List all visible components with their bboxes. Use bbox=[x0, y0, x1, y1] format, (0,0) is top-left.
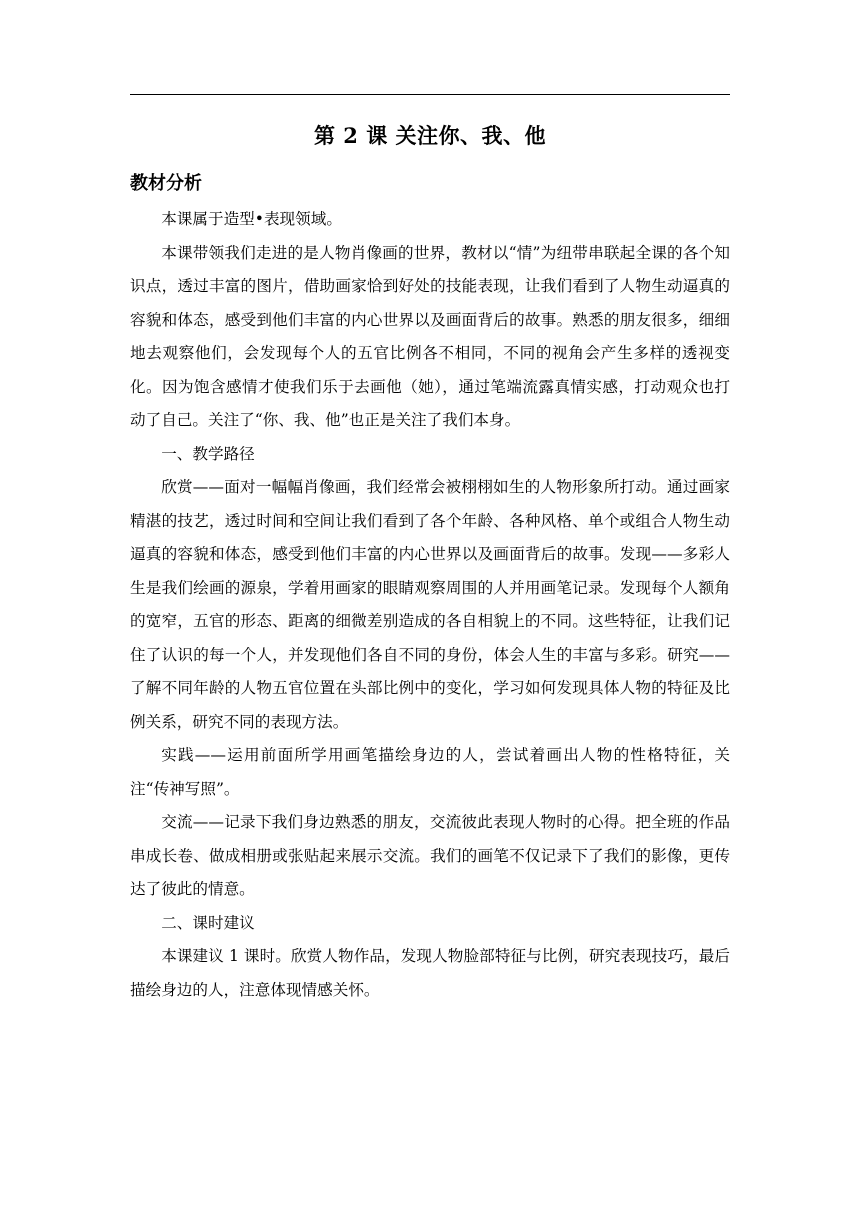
paragraph-domain: 本课属于造型•表现领域。 bbox=[161, 210, 342, 228]
paragraph-appreciate-discover-research: 欣赏——面对一幅幅肖像画，我们经常会被栩栩如生的人物形象所打动。通过画家精湛的技艺，透过时间和空间让我们看到了各个年龄、各种风格、单个或组合人物生动逼真的容貌和体态，感受到他们丰富的内心世界以及画面背后的故事。发现——多彩人生是我们绘画的源泉，学着用画家的眼睛观察周围的人并用画笔记录。发现每个人额角的宽窄，五官的形态、距离的细微差别造成的各自相貌上的不同。这些特征，让我们记住了认识的每一个人，并发现他们各自不同的身份，体会人生的丰富与多彩。研究——了解不同年龄的人物五官位置在头部比例中的变化，学习如何发现具体人物的特征及比例关系，研究不同的表现方法。 bbox=[130, 478, 730, 731]
paragraph-overview: 本课带领我们走进的是人物肖像画的世界，教材以“情”为纽带串联起全课的各个知识点，透过丰富的图片，借助画家恰到好处的技能表现，让我们看到了人物生动逼真的容貌和体态，感受到他们丰富的内心世界以及画面背后的故事。熟悉的朋友很多，细细地去观察他们，会发现每个人的五官比例各不相同，不同的视角会产生多样的透视变化。因为饱含感情才使我们乐于去画他（她），通过笔端流露真情实感，打动观众也打动了自己。关注了“你、我、他”也正是关注了我们本身。 bbox=[130, 243, 730, 429]
paragraph-practice: 实践——运用前面所学用画笔描绘身边的人，尝试着画出人物的性格特征，关注“传神写照”。 bbox=[130, 746, 730, 798]
paragraph-class-hours: 本课建议 1 课时。欣赏人物作品，发现人物脸部特征与比例，研究表现技巧，最后描绘身边的人，注意体现情感关怀。 bbox=[130, 947, 730, 999]
subheading-class-hours: 二、课时建议 bbox=[161, 913, 255, 932]
section-heading: 教材分析 bbox=[130, 173, 202, 194]
lesson-title: 第 2 课 关注你、我、他 bbox=[313, 123, 547, 148]
header-rule bbox=[130, 94, 730, 95]
paragraph-exchange: 交流——记录下我们身边熟悉的朋友，交流彼此表现人物时的心得。把全班的作品串成长卷、做成相册或张贴起来展示交流。我们的画笔不仅记录下了我们的影像，更传达了彼此的情意。 bbox=[130, 813, 730, 898]
subheading-teaching-path: 一、教学路径 bbox=[161, 444, 255, 463]
document-body bbox=[130, 203, 730, 1007]
